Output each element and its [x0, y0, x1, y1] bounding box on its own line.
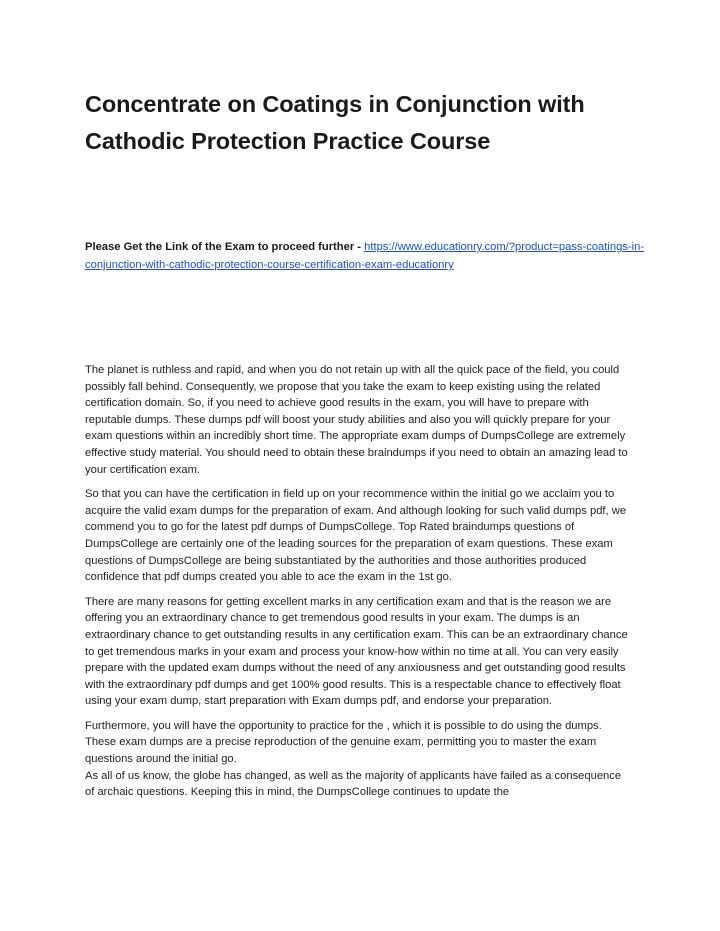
body-paragraph-4: Furthermore, you will have the opportunity to practice for the , which it is possible to do using the dumps. These exam dumps are a precise reproduction of the genuine exam, permitting you to master the exam questions around the initial go. As all of us know, the globe has changed, as well as the majority of applicants have failed as a consequence of archaic questions. Keeping this in mind, the DumpsCollege continues to update the — [85, 719, 622, 799]
body-paragraph-2: So that you can have the certification in field up on your recommence within the initial go we acclaim you to acquire the valid exam dumps for the preparation of exam. And although looking for such valid dumps pdf, we commend you to go for the latest pdf dumps of DumpsCollege. Top Rated braindumps questions of DumpsCollege are certainly one of the leading sources for the preparation of exam questions. These exam questions of DumpsCollege are being substantiated by the authorities and those authorities produced confidence that pdf dumps created you able to ace the exam in the 1st go. — [85, 488, 627, 584]
body-paragraph-3: There are many reasons for getting excellent marks in any certification exam and that is the reason we are offering you an extraordinary chance to get tremendous good results in your exam. The dumps is an extraordinary chance to get outstanding results in any certification exam. This can be an extraordinary chance to get tremendous marks in your exam and process your know-how within no time at all. You can very easily prepare with the updated exam dumps without the need of any anxiousness and get outstanding good results with the extraordinary pdf dumps and get 100% good results. This is a respectable chance to effectively float using your exam dump, start preparation with Exam dumps pdf, and endorse your preparation. — [85, 595, 628, 708]
page-title: Concentrate on Coatings in Conjunction with Cathodic Protection Practice Course — [85, 91, 585, 154]
link-lead-text: Please Get the Link of the Exam to proceed further - — [85, 241, 365, 253]
exam-link-paragraph — [85, 238, 645, 274]
body-text — [85, 362, 633, 809]
body-paragraph-1: The planet is ruthless and rapid, and when you do not retain up with all the quick pace of the field, you could possibly fall behind. Consequently, we propose that you take the exam to keep existing using the related certification domain. So, if you need to achieve good results in the exam, you will have to prepare with reputable dumps. These dumps pdf will boost your study abilities and also you will quickly prepare for your exam questions within an incredibly short time. The appropriate exam dumps of DumpsCollege are extremely effective study material. You should need to obtain these braindumps if you need to obtain an amazing lead to your certification exam. — [85, 364, 628, 476]
exam-link[interactable]: https://www.educationry.com/?product=pass-coatings-in-conjunction-with-cathodic-protection-course-certification-exam-educationry — [85, 241, 645, 271]
